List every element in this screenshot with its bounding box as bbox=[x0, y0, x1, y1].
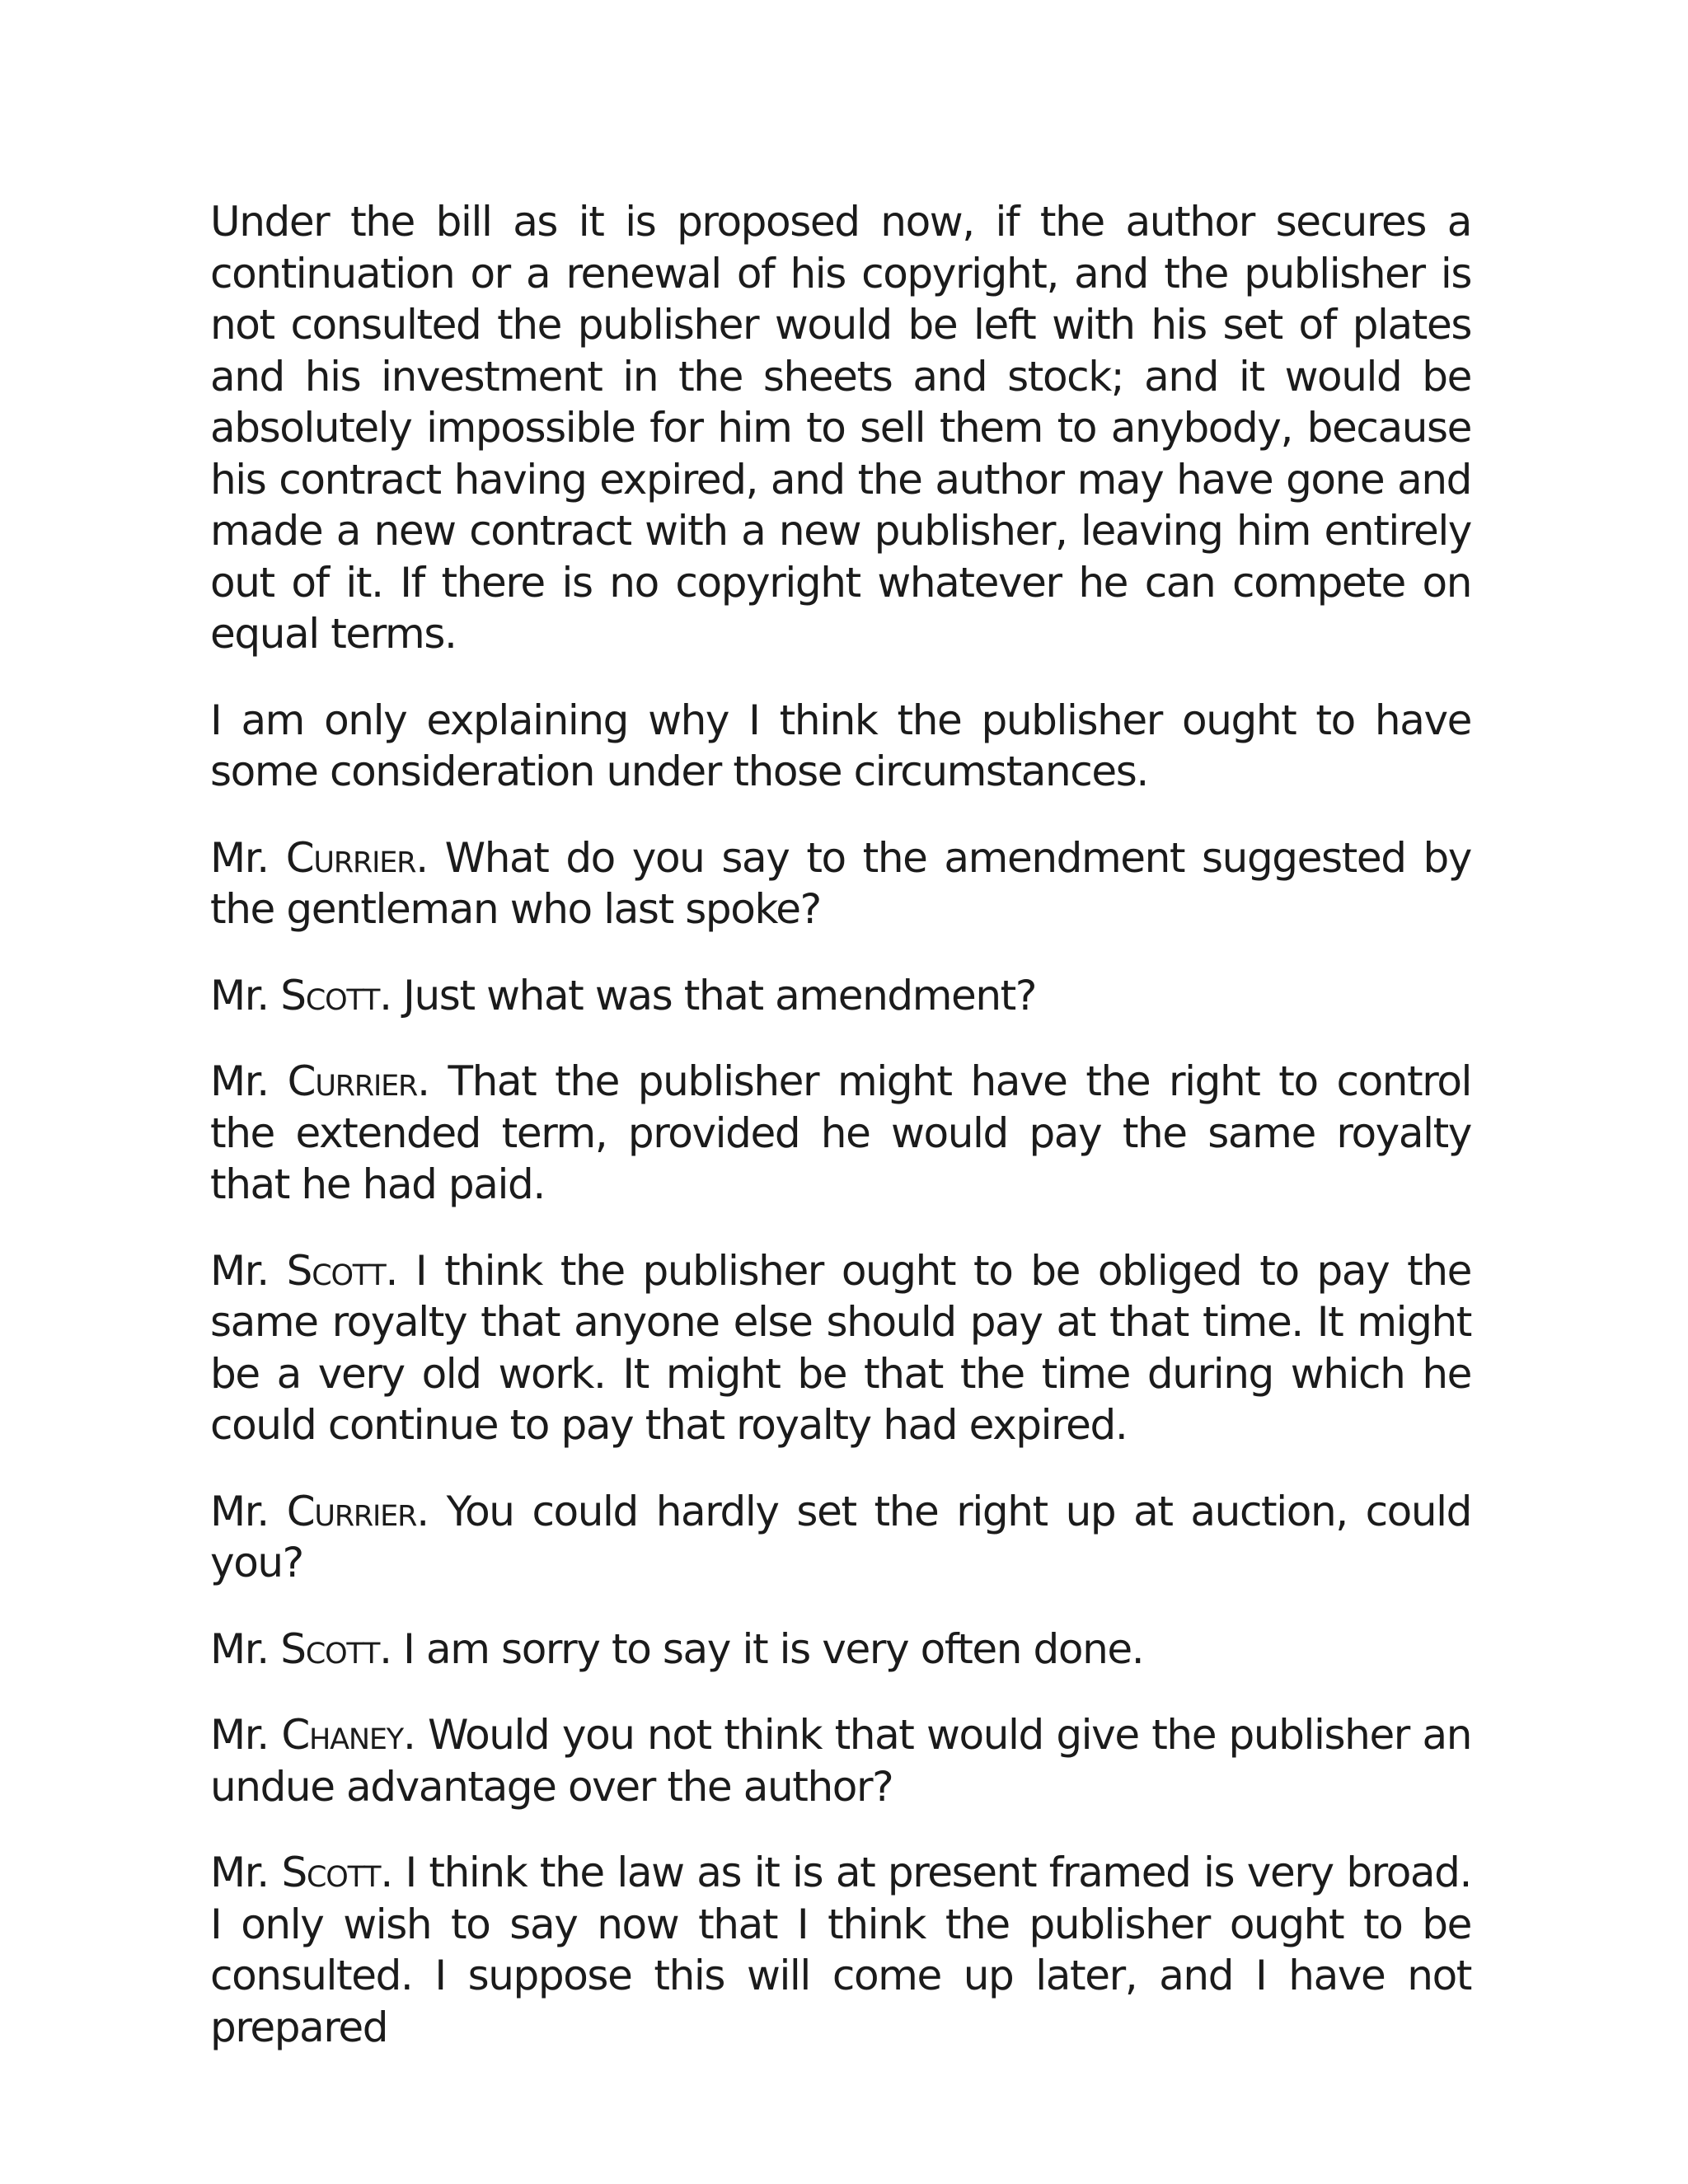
paragraph-text: I think the law as it is at present framed is very broad. I only wish to say now that I think the publisher ought to be consulted. I suppose this will come up later, and I have not prepared bbox=[210, 1849, 1471, 2051]
paragraph-5 bbox=[210, 1056, 1471, 1211]
speaker-title: Mr. bbox=[210, 971, 281, 1019]
speaker-title: Mr. bbox=[210, 1849, 282, 1896]
speaker-name: Scott bbox=[286, 1246, 386, 1295]
paragraph-text: Just what was that amendment? bbox=[403, 971, 1037, 1019]
paragraph-text: That the publisher might have the right to control the extended term, provided he would pay the same royalty that he had paid. bbox=[210, 1057, 1471, 1208]
paragraph-text: I am sorry to say it is very often done. bbox=[403, 1624, 1144, 1673]
paragraph-text: You could hardly set the right up at auction, could you? bbox=[210, 1487, 1471, 1586]
paragraph-text: I think the publisher ought to be obliged to pay the same royalty that anyone else should pay at that time. It might be a very old work. It might be that the time during which he could continue to pay that royalty had expired. bbox=[210, 1246, 1471, 1449]
speaker-title: Mr. bbox=[210, 1711, 282, 1759]
speaker-separator: . bbox=[417, 1057, 448, 1105]
paragraph-text: What do you say to the amendment suggested by the gentleman who last spoke? bbox=[210, 833, 1471, 933]
speaker-title: Mr. bbox=[210, 1624, 281, 1673]
paragraph-4 bbox=[210, 970, 1471, 1022]
speaker-name: Scott bbox=[280, 1624, 380, 1673]
document-page bbox=[210, 196, 1471, 2088]
speaker-name: Currier bbox=[287, 1057, 418, 1105]
speaker-separator: . bbox=[415, 833, 445, 882]
speaker-separator: . bbox=[416, 1487, 447, 1535]
speaker-name: Currier bbox=[286, 1487, 417, 1535]
speaker-name: Chaney bbox=[281, 1711, 403, 1759]
paragraph-text: I am only explaining why I think the publisher ought to have some consideration under those circumstances. bbox=[210, 696, 1471, 795]
paragraph-6 bbox=[210, 1245, 1471, 1451]
speaker-separator: . bbox=[379, 971, 404, 1019]
speaker-name: Scott bbox=[280, 971, 380, 1019]
speaker-title: Mr. bbox=[210, 1487, 287, 1535]
speaker-title: Mr. bbox=[210, 833, 286, 882]
speaker-separator: . bbox=[379, 1624, 404, 1673]
paragraph-3 bbox=[210, 832, 1471, 935]
speaker-title: Mr. bbox=[210, 1057, 288, 1105]
paragraph-9 bbox=[210, 1709, 1471, 1812]
speaker-separator: . bbox=[380, 1849, 406, 1896]
speaker-name: Currier bbox=[285, 833, 416, 882]
paragraph-7 bbox=[210, 1486, 1471, 1589]
paragraph-text: Would you not think that would give the publisher an undue advantage over the author? bbox=[210, 1711, 1471, 1811]
paragraph-2 bbox=[210, 695, 1471, 798]
paragraph-10 bbox=[210, 1847, 1471, 2053]
speaker-title: Mr. bbox=[210, 1246, 287, 1295]
paragraph-text: Under the bill as it is proposed now, if the author secures a continuation or a renewal of his copyright, and the publisher is not consulted the publisher would be left with his set of plates and his investment in the sheets and stock; and it would be absolutely impossible for him to sell them to anybody, because his contract having expired, and the author may have gone and made a new contract with a new publisher, leaving him entirely out of it. If there is no copyright whatever he can compete on equal terms. bbox=[210, 198, 1471, 658]
speaker-separator: . bbox=[385, 1246, 415, 1295]
speaker-separator: . bbox=[402, 1711, 428, 1759]
paragraph-8 bbox=[210, 1624, 1471, 1675]
paragraph-1 bbox=[210, 196, 1471, 660]
speaker-name: Scott bbox=[281, 1849, 381, 1896]
